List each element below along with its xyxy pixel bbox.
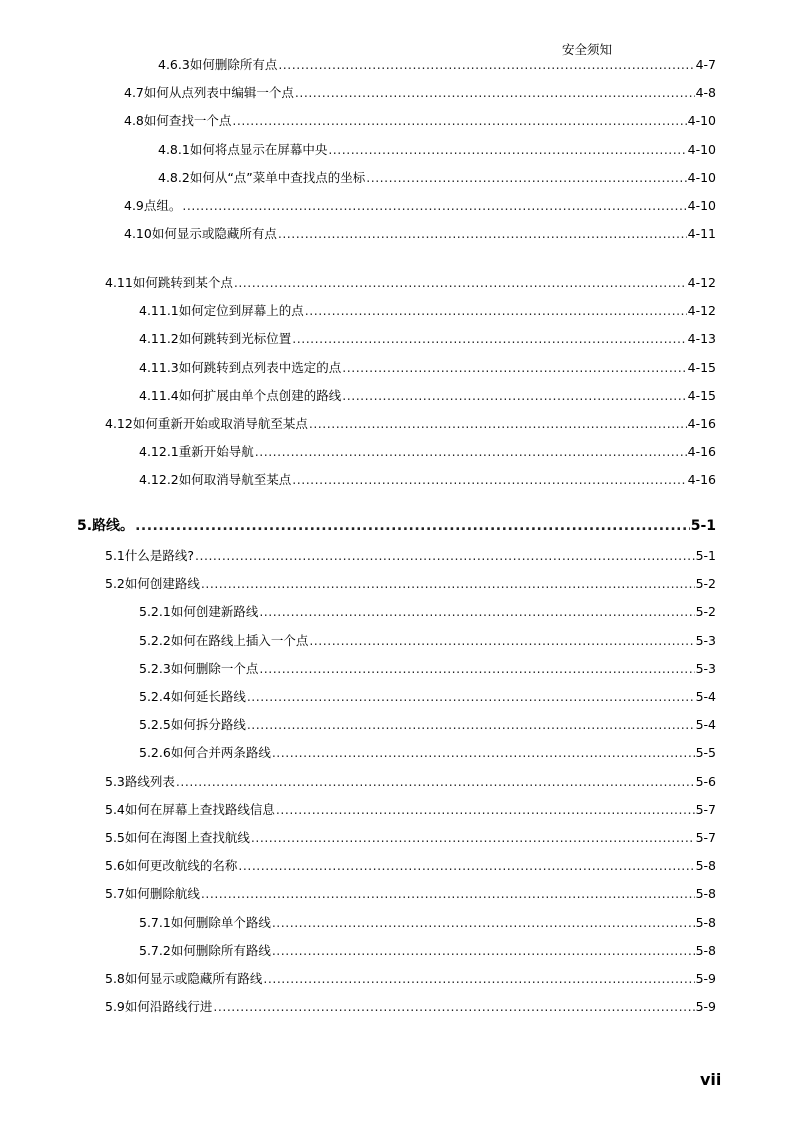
toc-dot-leader	[328, 141, 686, 159]
toc-entry-page: 5-8	[695, 858, 716, 873]
toc-entry-number: 5.2.2	[139, 633, 171, 648]
toc-entry-page: 5-7	[695, 830, 716, 845]
toc-entry-page: 4-11	[687, 226, 716, 241]
toc-dot-leader	[259, 660, 694, 678]
toc-entry[interactable]	[105, 885, 716, 903]
toc-entry-page: 4-10	[687, 170, 716, 185]
toc-entry[interactable]	[124, 197, 716, 215]
toc-entry-page: 4-10	[687, 198, 716, 213]
toc-entry-number: 5.9	[105, 999, 125, 1014]
toc-entry-page: 5-7	[695, 802, 716, 817]
toc-entry-title: 如何合并两条路线	[170, 745, 271, 760]
toc-dot-leader	[135, 517, 690, 535]
toc-entry-title: 如何沿路线行进	[124, 999, 213, 1014]
toc-dot-leader	[278, 225, 687, 243]
toc-entry-page: 5-8	[695, 943, 716, 958]
toc-entry-title: 如何更改航线的名称	[124, 858, 238, 873]
toc-entry[interactable]	[139, 744, 716, 762]
running-header: 安全须知	[562, 42, 613, 57]
toc-entry[interactable]	[139, 688, 716, 706]
toc-entry-page: 4-10	[687, 142, 716, 157]
toc-dot-leader	[272, 914, 695, 932]
toc-entry-page: 4-10	[687, 113, 716, 128]
toc-entry-title: 如何重新开始或取消导航至某点	[132, 416, 308, 431]
toc-entry-page: 5-2	[695, 576, 716, 591]
toc-entry-page: 4-12	[687, 275, 716, 290]
toc-entry-number: 4.12.2	[139, 472, 179, 487]
toc-entry-number: 5.2.6	[139, 745, 171, 760]
toc-entry[interactable]	[105, 829, 716, 847]
toc-dot-leader	[276, 801, 695, 819]
toc-entry-title: 如何跳转到点列表中选定的点	[178, 360, 342, 375]
toc-entry-title: 如何将点显示在屏幕中央	[189, 142, 328, 157]
toc-entry[interactable]	[105, 415, 716, 433]
toc-entry-number: 4.8.2	[158, 170, 190, 185]
toc-entry-title: 如何显示或隐藏所有点	[151, 226, 277, 241]
toc-dot-leader	[263, 970, 694, 988]
toc-entry[interactable]	[105, 575, 716, 593]
toc-entry-number: 4.7	[124, 85, 144, 100]
toc-entry-page: 5-2	[695, 604, 716, 619]
toc-entry-page: 4-16	[687, 416, 716, 431]
toc-entry-title: 如何定位到屏幕上的点	[178, 303, 304, 318]
toc-entry[interactable]	[139, 716, 716, 734]
toc-entry-title: 如何扩展由单个点创建的路线	[178, 388, 342, 403]
toc-entry-number: 4.6.3	[158, 57, 190, 72]
toc-entry-number: 5.7.1	[139, 915, 171, 930]
toc-dot-leader	[182, 197, 686, 215]
toc-entry[interactable]	[139, 660, 716, 678]
toc-entry-page: 5-9	[695, 999, 716, 1014]
toc-entry[interactable]	[105, 773, 716, 791]
toc-entry-page: 4-13	[687, 331, 716, 346]
toc-entry-title: 如何延长路线	[170, 689, 246, 704]
toc-entry-page: 5-8	[695, 886, 716, 901]
toc-entry[interactable]	[124, 225, 716, 243]
toc-entry-title: 什么是路线?	[124, 548, 195, 563]
toc-entry[interactable]	[105, 547, 716, 565]
toc-entry-number: 5.2.3	[139, 661, 171, 676]
toc-entry-page: 5-1	[695, 548, 716, 563]
toc-entry-page: 4-16	[687, 472, 716, 487]
toc-entry-number: 5.	[77, 518, 93, 534]
toc-dot-leader	[272, 942, 695, 960]
toc-dot-leader	[238, 857, 694, 875]
toc-dot-leader	[272, 744, 695, 762]
toc-entry-title: 点组。	[143, 198, 182, 213]
toc-entry[interactable]	[139, 603, 716, 621]
toc-entry[interactable]	[139, 330, 716, 348]
toc-entry-title: 如何删除单个路线	[170, 915, 271, 930]
toc-entry[interactable]	[105, 274, 716, 292]
toc-entry[interactable]	[124, 112, 716, 130]
toc-entry[interactable]	[77, 517, 716, 535]
toc-dot-leader	[305, 302, 687, 320]
toc-entry[interactable]	[105, 801, 716, 819]
toc-entry-number: 5.5	[105, 830, 125, 845]
toc-entry[interactable]	[158, 141, 716, 159]
toc-dot-leader	[259, 603, 694, 621]
toc-entry-title: 如何删除航线	[124, 886, 200, 901]
toc-entry-number: 4.10	[124, 226, 152, 241]
toc-entry-number: 5.3	[105, 774, 125, 789]
toc-entry-title: 如何查找一个点	[143, 113, 232, 128]
toc-entry-title: 路线列表	[124, 774, 175, 789]
toc-dot-leader	[292, 330, 686, 348]
toc-entry-number: 5.2.1	[139, 604, 171, 619]
toc-entry-number: 5.6	[105, 858, 125, 873]
toc-entry-page: 4-8	[695, 85, 716, 100]
toc-entry-title: 如何跳转到某个点	[132, 275, 233, 290]
toc-entry[interactable]	[139, 942, 716, 960]
toc-entry[interactable]	[139, 632, 716, 650]
toc-dot-leader	[247, 716, 695, 734]
toc-dot-leader	[232, 112, 686, 130]
toc-entry-page: 4-15	[687, 388, 716, 403]
toc-entry-number: 5.4	[105, 802, 125, 817]
toc-dot-leader	[342, 359, 686, 377]
toc-entry-title: 如何取消导航至某点	[178, 472, 292, 487]
toc-entry-page: 5-4	[695, 689, 716, 704]
toc-dot-leader	[251, 829, 695, 847]
toc-entry[interactable]	[105, 857, 716, 875]
toc-dot-leader	[278, 56, 694, 74]
toc-entry-title: 如何删除一个点	[170, 661, 259, 676]
toc-entry-page: 5-9	[695, 971, 716, 986]
toc-entry[interactable]	[158, 56, 716, 74]
toc-entry-number: 5.2.4	[139, 689, 171, 704]
toc-entry-title: 如何拆分路线	[170, 717, 246, 732]
toc-entry-title: 如何从“点”菜单中查找点的坐标	[189, 170, 366, 185]
toc-entry-page: 4-16	[687, 444, 716, 459]
toc-entry[interactable]	[105, 970, 716, 988]
toc-entry-page: 5-3	[695, 633, 716, 648]
toc-entry-title: 如何在屏幕上查找路线信息	[124, 802, 275, 817]
toc-entry-number: 4.12	[105, 416, 133, 431]
toc-entry-title: 如何创建路线	[124, 576, 200, 591]
toc-entry-title: 重新开始导航	[178, 444, 254, 459]
toc-dot-leader	[309, 632, 694, 650]
toc-dot-leader	[201, 885, 695, 903]
toc-entry-title: 如何删除所有路线	[170, 943, 271, 958]
toc-entry-number: 4.11.3	[139, 360, 179, 375]
toc-entry-number: 5.8	[105, 971, 125, 986]
toc-entry-title: 路线。	[92, 518, 135, 534]
toc-entry[interactable]	[139, 443, 716, 461]
toc-entry-title: 如何从点列表中编辑一个点	[143, 85, 294, 100]
toc-entry-page: 4-12	[687, 303, 716, 318]
toc-entry-number: 4.8	[124, 113, 144, 128]
toc-dot-leader	[295, 84, 695, 102]
toc-dot-leader	[247, 688, 695, 706]
toc-dot-leader	[213, 998, 694, 1016]
toc-entry-number: 4.11.1	[139, 303, 179, 318]
toc-entry-number: 5.2	[105, 576, 125, 591]
toc-entry-page: 4-7	[695, 57, 716, 72]
toc-entry-number: 5.7.2	[139, 943, 171, 958]
toc-entry[interactable]	[124, 84, 716, 102]
toc-entry-number: 4.11.2	[139, 331, 179, 346]
toc-dot-leader	[201, 575, 695, 593]
toc-entry-number: 5.1	[105, 548, 125, 563]
toc-entry-page: 5-5	[695, 745, 716, 760]
toc-entry[interactable]	[139, 302, 716, 320]
toc-dot-leader	[366, 169, 686, 187]
toc-entry[interactable]	[139, 387, 716, 405]
toc-entry[interactable]	[105, 998, 716, 1016]
toc-entry-page: 5-4	[695, 717, 716, 732]
toc-entry-title: 如何显示或隐藏所有路线	[124, 971, 263, 986]
toc-entry-page: 4-15	[687, 360, 716, 375]
toc-entry-title: 如何删除所有点	[189, 57, 278, 72]
toc-entry-number: 4.8.1	[158, 142, 190, 157]
toc-entry-number: 4.11	[105, 275, 133, 290]
toc-entry-page: 5-8	[695, 915, 716, 930]
toc-entry-title: 如何跳转到光标位置	[178, 331, 292, 346]
toc-entry-number: 4.11.4	[139, 388, 179, 403]
toc-entry[interactable]	[139, 471, 716, 489]
toc-dot-leader	[255, 443, 687, 461]
toc-entry-page: 5-3	[695, 661, 716, 676]
toc-dot-leader	[195, 547, 695, 565]
toc-entry[interactable]	[158, 169, 716, 187]
toc-entry-number: 5.7	[105, 886, 125, 901]
toc-dot-leader	[292, 471, 686, 489]
toc-entry-number: 4.12.1	[139, 444, 179, 459]
toc-entry-title: 如何在路线上插入一个点	[170, 633, 309, 648]
toc-entry-title: 如何创建新路线	[170, 604, 259, 619]
page-number-footer: vii	[700, 1070, 722, 1089]
toc-entry-page: 5-1	[690, 518, 716, 534]
toc-dot-leader	[309, 415, 687, 433]
toc-entry-title: 如何在海图上查找航线	[124, 830, 250, 845]
toc-entry-page: 5-6	[695, 774, 716, 789]
toc-entry[interactable]	[139, 359, 716, 377]
toc-entry-number: 4.9	[124, 198, 144, 213]
toc-entry[interactable]	[139, 914, 716, 932]
toc-dot-leader	[342, 387, 686, 405]
toc-dot-leader	[176, 773, 695, 791]
toc-entry-number: 5.2.5	[139, 717, 171, 732]
toc-dot-leader	[234, 274, 687, 292]
